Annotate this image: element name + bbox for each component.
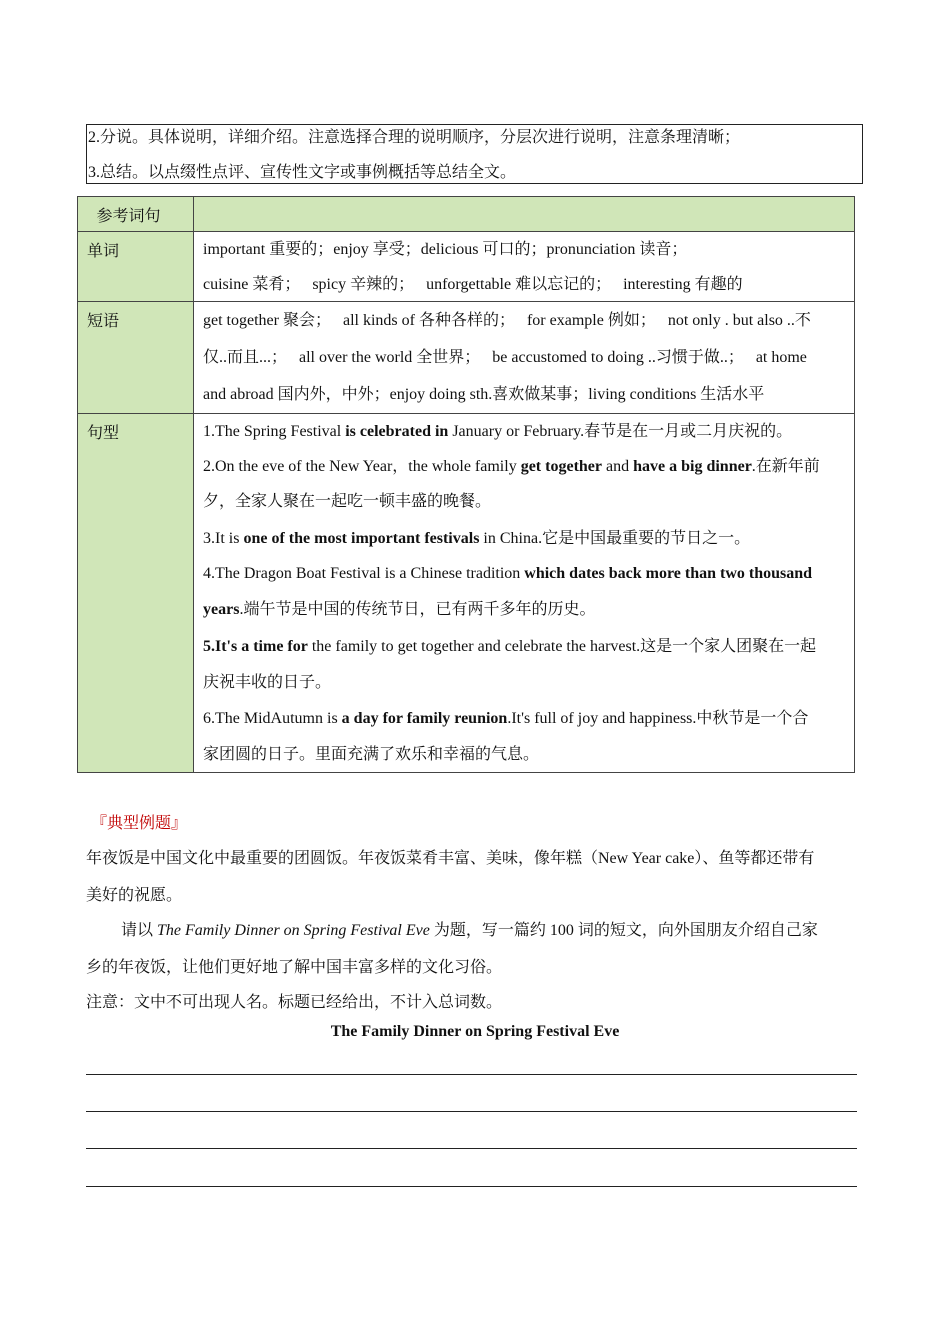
s2-text-e: .在新年前 — [751, 458, 820, 475]
s1-bold: is celebrated in — [345, 423, 449, 440]
table-row-sentences — [78, 414, 855, 773]
example-note: 注意：文中不可出现人名。标题已经给出，不计入总词数。 — [86, 994, 503, 1011]
s4-text-a: 4.The Dragon Boat Festival is a Chinese tradition — [203, 565, 525, 582]
p2-italic-title: The Family Dinner on Spring Festival Eve — [157, 922, 430, 939]
row-content-words — [194, 232, 855, 302]
answer-line-3[interactable] — [86, 1148, 857, 1149]
s1-text-c: January or February.春节是在一月或二月庆祝的。 — [448, 423, 793, 440]
p2-suffix: 为题，写一篇约 100 词的短文，向外国朋友介绍自己家 — [429, 922, 818, 939]
s5-bold: 5.It's a time for — [203, 638, 308, 655]
row-content-sentences — [194, 414, 855, 773]
table-header-empty — [194, 197, 855, 232]
answer-line-4[interactable] — [86, 1186, 857, 1187]
s4-bold-2: years — [203, 601, 240, 618]
p2-prefix: 请以 — [121, 922, 158, 939]
sentence-1 — [203, 414, 846, 449]
phrases-line-3: and abroad 国内外，中外；enjoy doing sth.喜欢做某事；living conditions 生活水平 — [203, 386, 765, 403]
phrases-line-1: get together 聚会； all kinds of 各种各样的； for example 例如； not only . but also ..不 — [203, 312, 811, 329]
sentence-4-line-2 — [203, 592, 846, 629]
example-paragraph-2-line-2: 乡的年夜饭，让他们更好地了解中国丰富多样的文化习俗。 — [86, 959, 503, 976]
table-row-phrases — [78, 302, 855, 414]
table-header-row — [78, 197, 855, 232]
s1-text-a: 1.The Spring Festival — [203, 423, 346, 440]
reference-table — [77, 196, 855, 773]
words-line-1: important 重要的；enjoy 享受；delicious 可口的；pronunciation 读音； — [203, 241, 688, 258]
answer-line-1[interactable] — [86, 1074, 857, 1075]
s6-text-a: 6.The MidAutumn is — [203, 710, 342, 727]
sentence-6-line-1 — [203, 701, 846, 737]
sentence-5-line-2: 庆祝丰收的日子。 — [203, 674, 332, 691]
intro-line-2: 2.分说。具体说明，详细介绍。注意选择合理的说明顺序，分层次进行说明，注意条理清晰； — [88, 129, 741, 146]
row-label-sentences: 句型 — [78, 414, 194, 773]
intro-box — [86, 124, 863, 184]
s3-bold: one of the most important festivals — [243, 530, 480, 547]
s2-bold-2: have a big dinner — [633, 458, 752, 475]
example-paragraph-1-line-1: 年夜饭是中国文化中最重要的团圆饭。年夜饭菜肴丰富、美味，像年糕（New Year cake）、鱼等都还带有 — [86, 850, 815, 867]
answer-line-2[interactable] — [86, 1111, 857, 1112]
s3-text-a: 3.It is — [203, 530, 244, 547]
intro-line-3: 3.总结。以点缀性点评、宣传性文字或事例概括等总结全文。 — [88, 164, 517, 181]
sentence-6-line-2: 家团圆的日子。里面充满了欢乐和幸福的气息。 — [203, 746, 540, 763]
row-label-phrases: 短语 — [78, 302, 194, 414]
s3-text-c: in China.它是中国最重要的节日之一。 — [479, 530, 751, 547]
phrases-line-2: 仅..而且...； all over the world 全世界； be accustomed to doing ..习惯于做..； at home — [203, 349, 807, 366]
row-label-words: 单词 — [78, 232, 194, 302]
s2-bold-1: get together — [520, 458, 602, 475]
s2-text-a: 2.On the eve of the New Year，the whole family — [203, 458, 521, 475]
s2-text-c: and — [602, 458, 634, 475]
sentence-3 — [203, 521, 846, 556]
s6-text-c: .It's full of joy and happiness.中秋节是一个合 — [507, 710, 809, 727]
table-row-words — [78, 232, 855, 302]
sentence-2-line-1 — [203, 449, 846, 484]
sentence-2-line-2: 夕，全家人聚在一起吃一顿丰盛的晚餐。 — [203, 493, 492, 510]
s4-text-d: .端午节是中国的传统节日，已有两千多年的历史。 — [239, 601, 596, 618]
s4-bold-1: which dates back more than two thousand — [524, 565, 813, 582]
words-line-2: cuisine 菜肴； spicy 辛辣的； unforgettable 难以忘记的； interesting 有趣的 — [203, 276, 743, 293]
row-content-phrases — [194, 302, 855, 414]
sentence-4-line-1 — [203, 556, 846, 592]
table-header-label: 参考词句 — [78, 197, 194, 232]
s6-bold: a day for family reunion — [341, 710, 508, 727]
example-paragraph-1-line-2: 美好的祝愿。 — [86, 887, 183, 904]
essay-title: The Family Dinner on Spring Festival Eve — [330, 1023, 620, 1040]
s5-text-b: the family to get together and celebrate the harvest.这是一个家人团聚在一起 — [307, 638, 817, 655]
example-paragraph-2-line-1 — [121, 917, 818, 940]
section-title: 『典型例题』 — [91, 815, 188, 832]
sentence-5-line-1 — [203, 629, 846, 665]
